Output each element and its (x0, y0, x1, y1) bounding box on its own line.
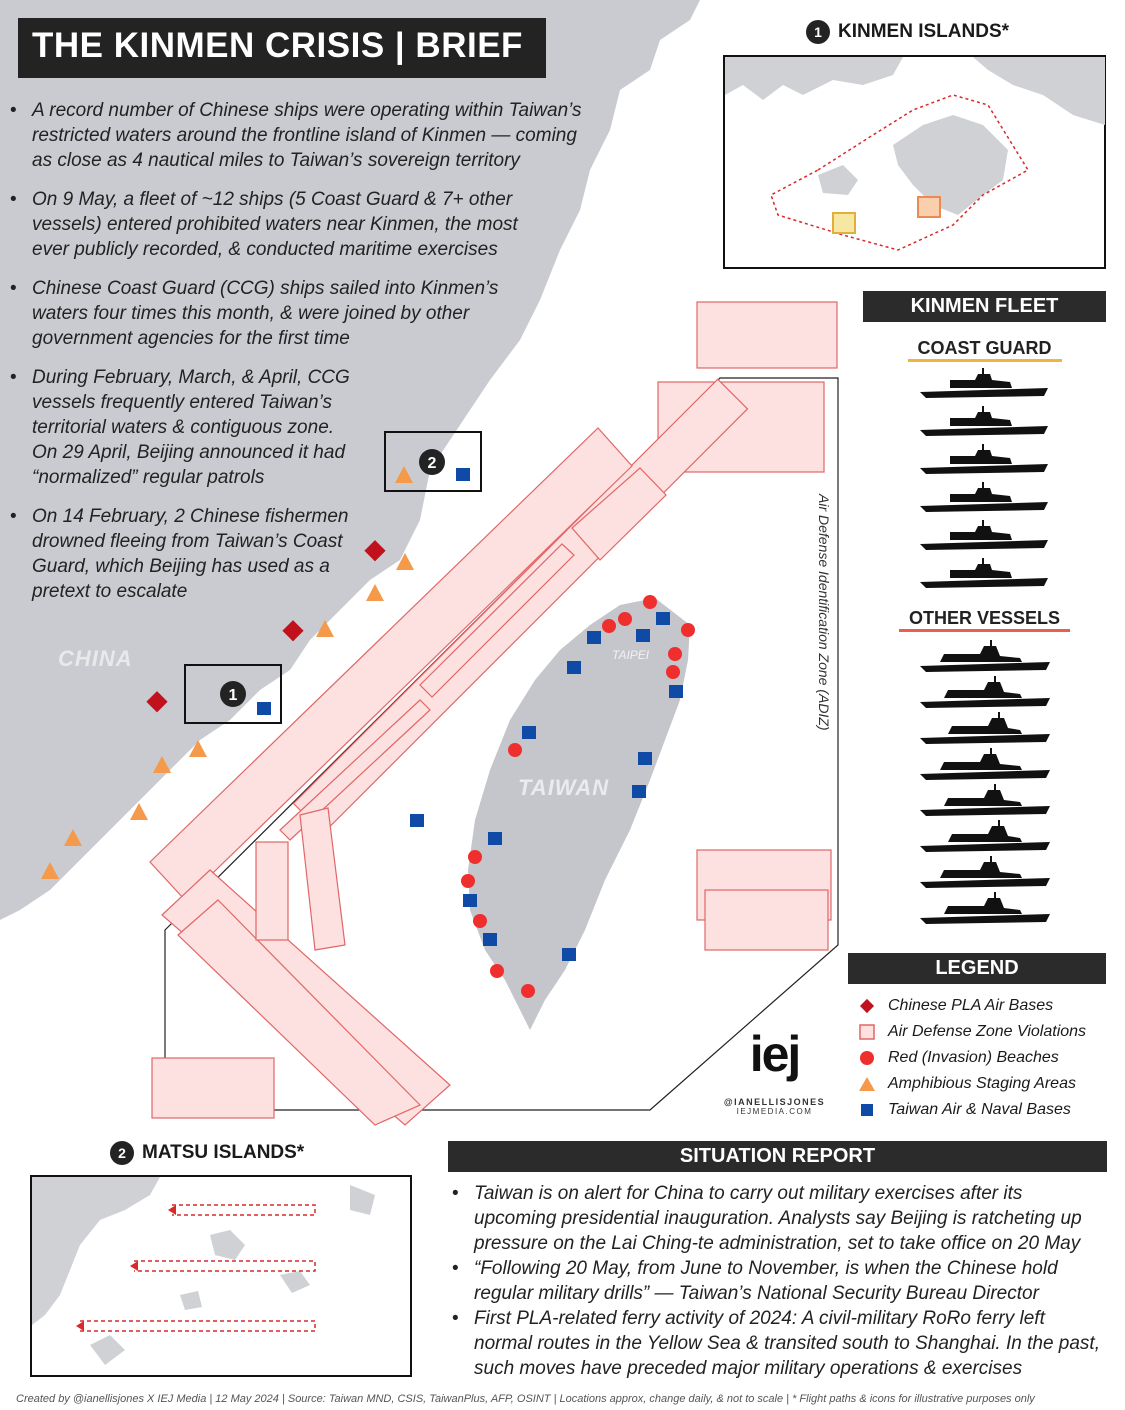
ship-icon (920, 558, 1048, 588)
circle-icon (858, 1049, 876, 1067)
triangle-icon (858, 1075, 876, 1093)
beach-dot (521, 984, 535, 998)
legend-label: Taiwan Air & Naval Bases (888, 1101, 1071, 1118)
taiwan-base-square (463, 894, 477, 907)
fleet-heading: KINMEN FLEET (863, 291, 1106, 322)
matsu-inset-number: 2 (110, 1141, 134, 1165)
adiz-label: Air Defense Identification Zone (ADIZ) (816, 494, 832, 731)
taiwan-base-square (567, 661, 581, 674)
kinmen-inset-label: KINMEN ISLANDS* (838, 21, 1010, 42)
kinmen-inset-title (806, 20, 1009, 44)
beach-dot (666, 665, 680, 679)
situation-item: • Taiwan is on alert for China to carry out military exercises after its upcoming presidential inauguration. Analysts say Beijing is ratcheting up pressure on the Lai Ching-te administration, set to take office on 20 May (448, 1181, 1108, 1256)
taiwan-base-square (410, 814, 424, 827)
matsu-inset-map (30, 1175, 412, 1377)
taiwan-base-square (669, 685, 683, 698)
legend-label: Amphibious Staging Areas (888, 1075, 1076, 1092)
beach-dot (461, 874, 475, 888)
other-vessel-ships (912, 638, 1057, 938)
beach-dot (468, 850, 482, 864)
taiwan-base-square (483, 933, 497, 946)
footer-credits: Created by @ianellisjones X IEJ Media | 12 May 2024 | Source: Taiwan MND, CSIS, TaiwanPlus, AFP, OSINT | Locations approx, change daily, & not to scale | * Flight paths & icons for illustrative purposes only (16, 1393, 1035, 1405)
china-label: CHINA (58, 646, 133, 671)
coast-guard-ships (912, 364, 1057, 598)
ship-icon (920, 368, 1048, 398)
taiwan-base-square (638, 752, 652, 765)
coast-guard-label: COAST GUARD (908, 338, 1062, 362)
situation-heading: SITUATION REPORT (448, 1141, 1107, 1172)
taiwan-base-square (656, 612, 670, 625)
violation-zone (705, 890, 828, 950)
violation-zone (152, 1058, 274, 1118)
brief-bullet: • On 9 May, a fleet of ~12 ships (5 Coast Guard & 7+ other vessels) entered prohibited waters near Kinmen, the most ever publicly recorded, & conducted maritime exercises (10, 187, 540, 262)
ship-icon (920, 444, 1048, 474)
beach-dot (643, 595, 657, 609)
square-icon (858, 1101, 876, 1119)
other-vessels-label: OTHER VESSELS (899, 608, 1070, 632)
legend-label: Chinese PLA Air Bases (888, 997, 1054, 1014)
legend-item (858, 993, 1086, 1019)
brand-site: IEJMEDIA.COM (736, 1107, 813, 1116)
diamond-icon (858, 997, 876, 1015)
beach-dot (602, 619, 616, 633)
taiwan-base-square (257, 702, 271, 715)
legend-label: Red (Invasion) Beaches (888, 1049, 1059, 1066)
square-outline-icon (858, 1023, 876, 1041)
legend-item (858, 1045, 1086, 1071)
beach-dot (490, 964, 504, 978)
taipei-label: TAIPEI (612, 648, 650, 662)
taiwan-base-square (562, 948, 576, 961)
brief-bullets (10, 98, 610, 618)
brand-handle: @IANELLISJONES (723, 1097, 826, 1107)
legend-label: Air Defense Zone Violations (888, 1023, 1087, 1040)
taiwan-base-square (632, 785, 646, 798)
legend-item (858, 1071, 1086, 1097)
beach-dot (473, 914, 487, 928)
matsu-inset-title (110, 1141, 304, 1165)
ship-icon (920, 482, 1048, 512)
ship-icon (920, 406, 1048, 436)
taiwan-base-square (522, 726, 536, 739)
legend-item (858, 1019, 1086, 1045)
kinmen-yellow-marker (833, 213, 855, 233)
matsu-marker-number: 2 (427, 455, 437, 472)
situation-item: • “Following 20 May, from June to November, is when the Chinese hold regular military drills” — Taiwan’s National Security Bureau Director (448, 1256, 1108, 1306)
legend-heading: LEGEND (848, 953, 1106, 984)
ship-icon (920, 856, 1050, 888)
coast-guard-heading (863, 338, 1106, 359)
other-vessels-heading (863, 608, 1106, 629)
kinmen-orange-marker (918, 197, 940, 217)
taiwan-base-square (587, 631, 601, 644)
taiwan-base-square (488, 832, 502, 845)
ship-icon (920, 784, 1050, 816)
matsu-inset-label: MATSU ISLANDS* (142, 1142, 305, 1163)
kinmen-inset-map (723, 55, 1106, 269)
brand-block (712, 1025, 837, 1116)
brand-logo: iej (749, 1026, 800, 1082)
ship-icon (920, 892, 1050, 924)
ship-icon (920, 520, 1048, 550)
brief-bullet: • Chinese Coast Guard (CCG) ships sailed into Kinmen’s waters four times this month, & were joined by other government agencies for the first time (10, 276, 510, 351)
legend-item (858, 1097, 1086, 1123)
taiwan-label: TAIWAN (518, 775, 610, 800)
beach-dot (668, 647, 682, 661)
violation-zone (697, 302, 837, 368)
ship-icon (920, 748, 1050, 780)
brief-bullet: • A record number of Chinese ships were operating within Taiwan’s restricted waters around the frontline island of Kinmen — coming as close as 4 nautical miles to Taiwan’s sovereign territory (10, 98, 600, 173)
kinmen-inset-number: 1 (806, 20, 830, 44)
ship-icon (920, 712, 1050, 744)
situation-list (448, 1181, 1108, 1381)
violation-zone (256, 842, 288, 940)
violation-zone (300, 808, 345, 950)
ship-icon (920, 820, 1050, 852)
legend-list (858, 993, 1086, 1123)
brief-bullet: • On 14 February, 2 Chinese fishermen drowned fleeing from Taiwan’s Coast Guard, which Beijing has used as a pretext to escalate (10, 504, 355, 604)
beach-dot (508, 743, 522, 757)
ship-icon (920, 676, 1050, 708)
beach-dot (681, 623, 695, 637)
taiwan-base-square (636, 629, 650, 642)
kinmen-marker-number: 1 (228, 687, 238, 704)
page-title: THE KINMEN CRISIS | BRIEF (18, 18, 546, 78)
ship-icon (920, 640, 1050, 672)
beach-dot (618, 612, 632, 626)
brief-bullet: • During February, March, & April, CCG vessels frequently entered Taiwan’s territorial waters & contiguous zone. On 29 April, Beijing announced it had “normalized” regular patrols (10, 365, 355, 490)
situation-item: • First PLA-related ferry activity of 2024: A civil-military RoRo ferry left normal routes in the Yellow Sea & transited south to Shanghai. In the past, such moves have preceded major military operations & exercises (448, 1306, 1108, 1381)
